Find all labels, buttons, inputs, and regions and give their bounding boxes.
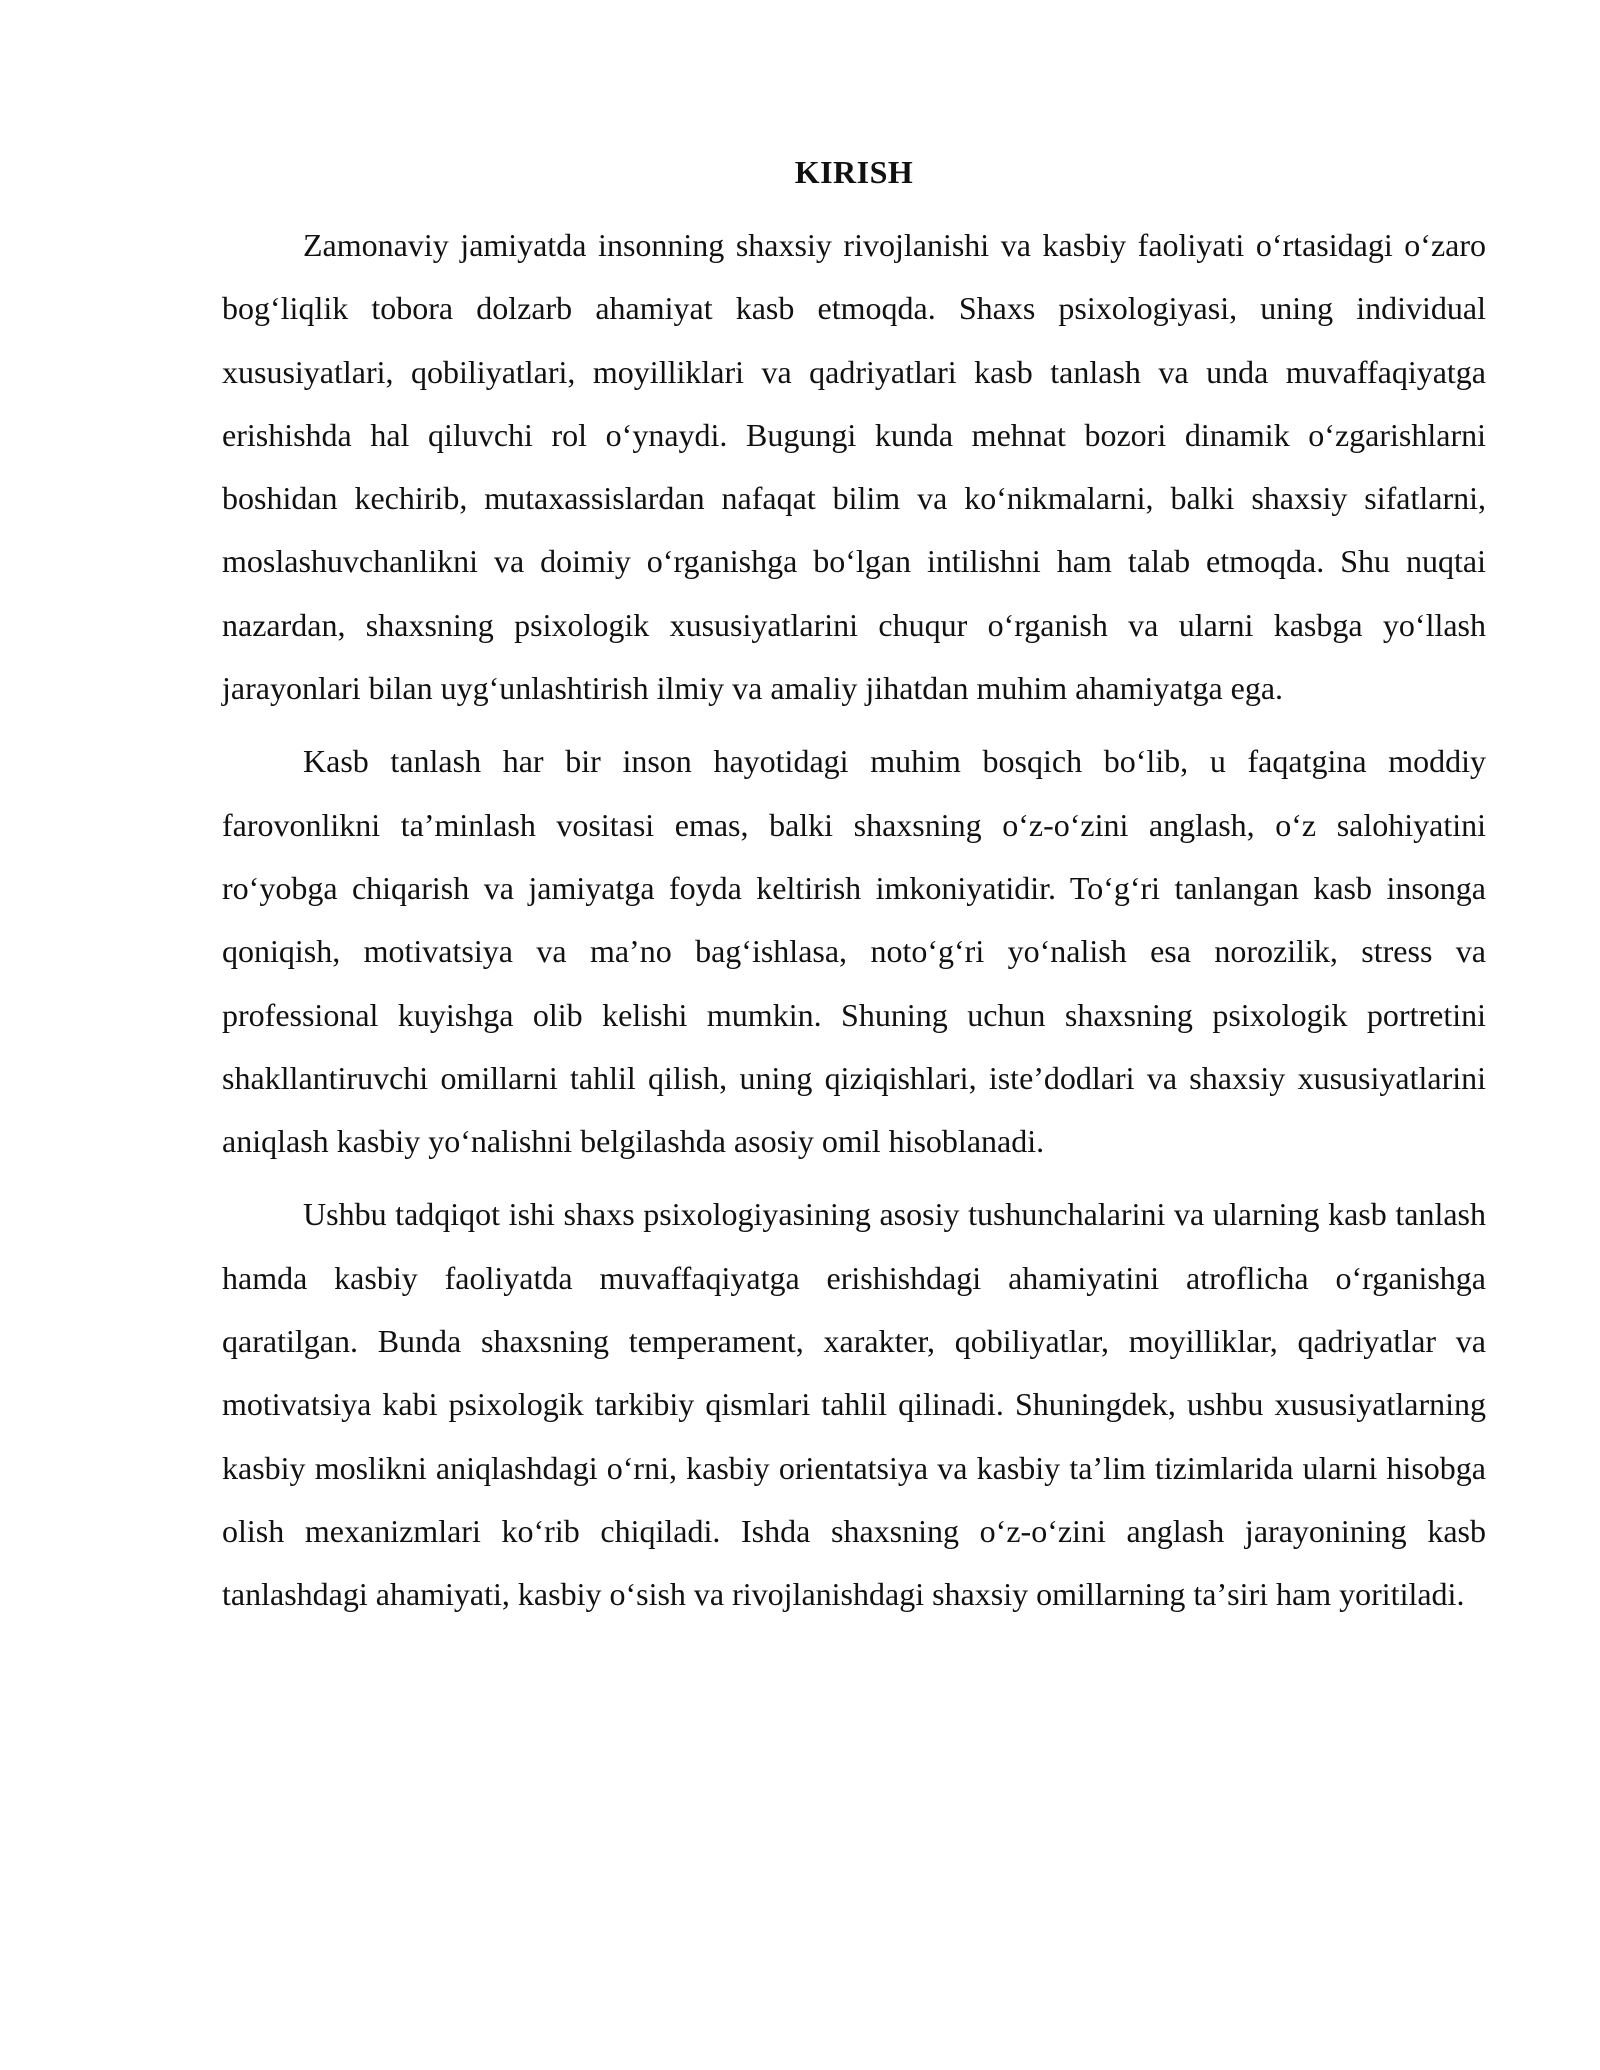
paragraph-intro: Zamonaviy jamiyatda insonning shaxsiy rivojlanishi va kasbiy faoliyati oʻrtasidagi oʻzaro bogʻliqlik tobora dolzarb ahamiyat kasb etmoqda. Shaxs psixologiyasi, uning individual xususiyatlari, qobiliyatlari, moyilliklari va qadriyatlari kasb tanlash va unda muvaffaqiyatga erishishda hal qiluvchi rol oʻynaydi. Bugungi kunda mehnat bozori dinamik oʻzgarishlarni boshidan kechirib, mutaxassislardan nafaqat bilim va koʻnikmalarni, balki shaxsiy sifatlarni, moslashuvchanlikni va doimiy oʻrganishga boʻlgan intilishni ham talab etmoqda. Shu nuqtai nazardan, shaxsning psixologik xususiyatlarini chuqur oʻrganish va ularni kasbga yoʻllash jarayonlari bilan uygʻunlashtirish ilmiy va amaliy jihatdan muhim ahamiyatga ega. [222,227,1486,707]
document-body [222,150,1486,1637]
paragraph-research-aim: Ushbu tadqiqot ishi shaxs psixologiyasining asosiy tushunchalarini va ularning kasb tanlash hamda kasbiy faoliyatda muvaffaqiyatga erishishdagi ahamiyatini atroflicha oʻrganishga qaratilgan. Bunda shaxsning temperament, xarakter, qobiliyatlar, moyilliklar, qadriyatlar va motivatsiya kabi psixologik tarkibiy qismlari tahlil qilinadi. Shuningdek, ushbu xususiyatlarning kasbiy moslikni aniqlashdagi oʻrni, kasbiy orientatsiya va kasbiy taʼlim tizimlarida ularni hisobga olish mexanizmlari koʻrib chiqiladi. Ishda shaxsning oʻz-oʻzini anglash jarayonining kasb tanlashdagi ahamiyati, kasbiy oʻsish va rivojlanishdagi shaxsiy omillarning taʼsiri ham yoritiladi. [222,1196,1486,1613]
section-title: KIRISH [794,154,914,190]
paragraph-career-choice: Kasb tanlash har bir inson hayotidagi muhim bosqich boʻlib, u faqatgina moddiy farovonlikni taʼminlash vositasi emas, balki shaxsning oʻz-oʻzini anglash, oʻz salohiyatini roʻyobga chiqarish va jamiyatga foyda keltirish imkoniyatidir. Toʻgʻri tanlangan kasb insonga qoniqish, motivatsiya va maʼno bagʻishlasa, notoʻgʻri yoʻnalish esa norozilik, stress va professional kuyishga olib kelishi mumkin. Shuning uchun shaxsning psixologik portretini shakllantiruvchi omillarni tahlil qilish, uning qiziqishlari, isteʼdodlari va shaxsiy xususiyatlarini aniqlash kasbiy yoʻnalishni belgilashda asosiy omil hisoblanadi. [222,743,1486,1160]
